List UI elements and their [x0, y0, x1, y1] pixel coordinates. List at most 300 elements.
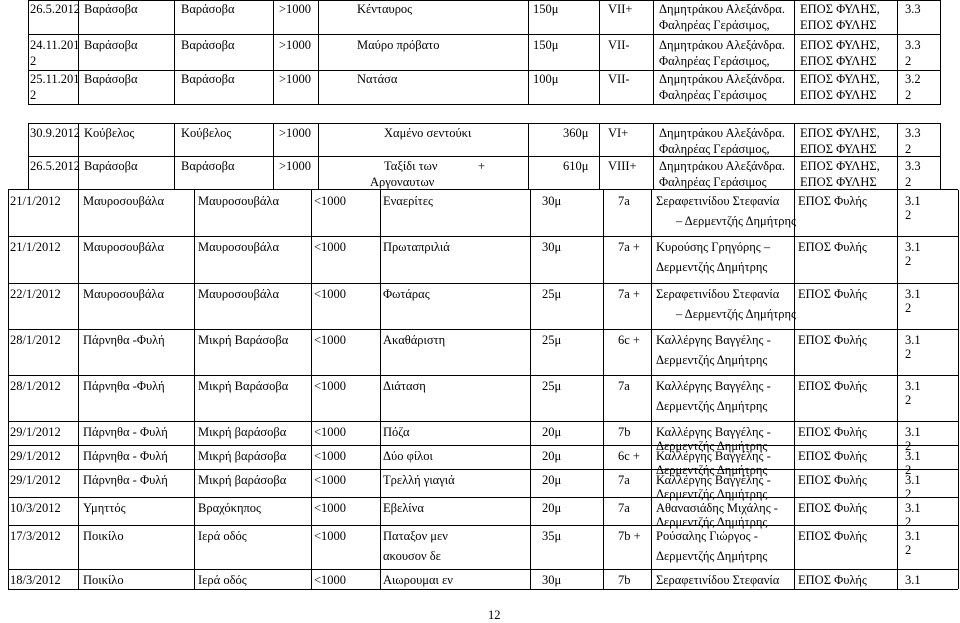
- altitude-cell: <1000: [314, 473, 347, 487]
- table-rule: [8, 375, 958, 376]
- altitude-cell: <1000: [314, 449, 347, 463]
- score-cell: 2: [905, 88, 912, 102]
- table-column-rule: [603, 445, 604, 469]
- sector-cell: Μικρή Βαράσοβα: [198, 379, 289, 393]
- grade-cell: VIII+: [608, 159, 637, 173]
- table-column-rule: [194, 525, 195, 569]
- route-cell: Χαμένο σεντούκι: [384, 126, 472, 140]
- score-cell: 2: [905, 463, 912, 477]
- sector-cell: Βραχόκηπος: [198, 501, 261, 515]
- area-cell: Πάρνηθα -Φυλή: [83, 333, 165, 347]
- table-column-rule: [380, 469, 381, 497]
- table-column-rule: [651, 236, 652, 283]
- table-column-rule: [530, 190, 531, 236]
- route-cell: Φωτάρας: [383, 287, 430, 301]
- area-cell: Πάρνηθα - Φυλή: [83, 449, 168, 463]
- club-cell: ΕΠΟΣ ΦΥΛΗΣ: [800, 88, 877, 102]
- table-column-rule: [311, 525, 312, 569]
- club-cell: ΕΠΟΣ Φυλής: [798, 449, 867, 463]
- table-column-rule: [653, 123, 654, 189]
- climbers-cell: Δημητράκου Αλεξάνδρα.: [659, 159, 785, 173]
- table-column-rule: [940, 0, 941, 104]
- route-cell: ακουσον δε: [383, 549, 441, 563]
- sector-cell: Μικρή βαράσοβα: [198, 473, 287, 487]
- sector-cell: Βαράσοβα: [181, 159, 235, 173]
- length-cell: 35μ: [542, 529, 562, 543]
- table-column-rule: [78, 469, 79, 497]
- table-column-rule: [380, 569, 381, 589]
- table-column-rule: [311, 283, 312, 329]
- table-column-rule: [8, 375, 9, 421]
- date-cell: 29/1/2012: [10, 425, 61, 439]
- score-cell: 3.1: [905, 473, 921, 487]
- table-column-rule: [897, 569, 898, 589]
- table-column-rule: [794, 469, 795, 497]
- table-column-rule: [897, 469, 898, 497]
- table-column-rule: [651, 445, 652, 469]
- table-column-rule: [958, 469, 959, 497]
- score-cell: 3.3: [905, 2, 921, 16]
- table-rule: [8, 445, 958, 446]
- table-column-rule: [530, 283, 531, 329]
- table-column-rule: [603, 283, 604, 329]
- date-cell: 17/3/2012: [10, 529, 61, 543]
- club-cell: ΕΠΟΣ Φυλής: [798, 425, 867, 439]
- table-column-rule: [311, 375, 312, 421]
- altitude-cell: <1000: [314, 573, 347, 587]
- table-column-rule: [958, 445, 959, 469]
- table-column-rule: [8, 190, 9, 236]
- area-cell: Ποικίλο: [83, 529, 124, 543]
- area-cell: Μαυροσουβάλα: [83, 240, 165, 254]
- club-cell: ΕΠΟΣ Φυλής: [798, 379, 867, 393]
- altitude-cell: >1000: [279, 159, 312, 173]
- table-column-rule: [530, 569, 531, 589]
- table-column-rule: [530, 445, 531, 469]
- area-cell: Βαράσοβα: [84, 2, 138, 16]
- table-column-rule: [794, 283, 795, 329]
- altitude-cell: <1000: [314, 240, 347, 254]
- climbers-cell: Φαληρέας Γεράσιμος,: [659, 142, 770, 156]
- date-cell: 28/1/2012: [10, 333, 61, 347]
- table-column-rule: [603, 375, 604, 421]
- score-cell: 2: [905, 515, 912, 529]
- table-column-rule: [599, 0, 600, 104]
- altitude-cell: <1000: [314, 379, 347, 393]
- score-cell: 3.1: [905, 379, 921, 393]
- score-cell: 2: [905, 254, 912, 268]
- table-column-rule: [528, 123, 529, 189]
- table-column-rule: [194, 421, 195, 445]
- table-column-rule: [174, 123, 175, 189]
- length-cell: 20μ: [542, 425, 562, 439]
- climbers-cell: Δερμεντζής Δημήτρης: [656, 515, 768, 529]
- area-cell: Υμηττός: [83, 501, 126, 515]
- table-column-rule: [78, 190, 79, 236]
- club-cell: ΕΠΟΣ ΦΥΛΗΣ: [800, 175, 877, 189]
- climbers-cell: Φαληρέας Γεράσιμος,: [659, 54, 770, 68]
- score-cell: 3.2: [905, 72, 921, 86]
- grade-cell: 7a: [618, 501, 630, 515]
- table-rule: [28, 0, 941, 1]
- table-column-rule: [311, 421, 312, 445]
- date-cell: 24.11.201: [30, 38, 80, 52]
- length-cell: 150μ: [533, 38, 559, 52]
- table-column-rule: [380, 525, 381, 569]
- route-cell: Μαύρο πρόβατο: [357, 38, 440, 52]
- table-column-rule: [318, 0, 319, 104]
- table-column-rule: [8, 525, 9, 569]
- table-column-rule: [194, 375, 195, 421]
- score-cell: 3.1: [905, 449, 921, 463]
- table-column-rule: [530, 421, 531, 445]
- table-column-rule: [603, 569, 604, 589]
- table-column-rule: [528, 0, 529, 104]
- altitude-cell: >1000: [279, 38, 312, 52]
- grade-cell: 7a +: [618, 240, 640, 254]
- climbers-cell: Φαληρέας Γεράσιμος: [659, 88, 767, 102]
- table-column-rule: [311, 497, 312, 525]
- table-column-rule: [8, 569, 9, 589]
- score-cell: 3.3: [905, 38, 921, 52]
- table-column-rule: [28, 0, 29, 104]
- score-cell: 3.3: [905, 159, 921, 173]
- area-cell: Βαράσοβα: [84, 38, 138, 52]
- table-column-rule: [603, 236, 604, 283]
- route-cell: Πόζα: [383, 425, 410, 439]
- club-cell: ΕΠΟΣ Φυλής: [798, 287, 867, 301]
- table-column-rule: [794, 236, 795, 283]
- date-cell: 22/1/2012: [10, 287, 61, 301]
- table-column-rule: [273, 123, 274, 189]
- date-cell: 10/3/2012: [10, 501, 61, 515]
- score-cell: 2: [905, 487, 912, 501]
- score-cell: 3.1: [905, 425, 921, 439]
- climbers-cell: Δερμεντζής Δημήτρης: [656, 399, 768, 413]
- table-column-rule: [794, 421, 795, 445]
- climbers-cell: Σεραφετινίδου Στεφανία: [656, 194, 780, 208]
- route-cell: Πρωταπριλιά: [383, 240, 450, 254]
- table-column-rule: [651, 283, 652, 329]
- club-cell: ΕΠΟΣ ΦΥΛΗΣ,: [800, 126, 880, 140]
- table-column-rule: [958, 497, 959, 525]
- table-column-rule: [958, 190, 959, 236]
- climbers-cell: Δερμεντζής Δημήτρης: [656, 549, 768, 563]
- date-cell: 26.5.2012: [30, 2, 80, 16]
- score-cell: 3.3: [905, 126, 921, 140]
- altitude-cell: <1000: [314, 194, 347, 208]
- climbers-cell: Σεραφετινίδου Στεφανία: [656, 573, 780, 587]
- table-column-rule: [194, 236, 195, 283]
- area-cell: Βαράσοβα: [84, 159, 138, 173]
- score-cell: 3.1: [905, 194, 921, 208]
- climbers-cell: Δημητράκου Αλεξάνδρα.: [659, 2, 785, 16]
- score-cell: 2: [905, 142, 912, 156]
- length-cell: 610μ: [563, 159, 589, 173]
- table-column-rule: [897, 190, 898, 236]
- club-cell: ΕΠΟΣ Φυλής: [798, 501, 867, 515]
- table-column-rule: [78, 569, 79, 589]
- score-cell: 2: [905, 393, 912, 407]
- date-cell: 30.9.2012: [30, 126, 80, 140]
- grade-cell: 7a: [618, 379, 630, 393]
- area-cell: Ποικίλο: [83, 573, 124, 587]
- grade-cell: 6c +: [618, 449, 640, 463]
- table-column-rule: [958, 569, 959, 589]
- climbers-cell: Καλλέργης Βαγγέλης -: [656, 425, 771, 439]
- table-rule: [28, 123, 941, 124]
- date-cell: 21/1/2012: [10, 240, 61, 254]
- table-column-rule: [603, 469, 604, 497]
- table-column-rule: [958, 329, 959, 375]
- table-column-rule: [897, 445, 898, 469]
- table-column-rule: [958, 525, 959, 569]
- route-cell: Αργοναυτων: [370, 175, 435, 189]
- table-column-rule: [794, 525, 795, 569]
- sector-cell: Μαυροσουβάλα: [198, 240, 280, 254]
- table-column-rule: [8, 236, 9, 283]
- length-cell: 30μ: [542, 194, 562, 208]
- table-column-rule: [958, 283, 959, 329]
- table-column-rule: [380, 283, 381, 329]
- area-cell: Πάρνηθα - Φυλή: [83, 473, 168, 487]
- length-cell: 20μ: [542, 449, 562, 463]
- table-column-rule: [603, 497, 604, 525]
- sector-cell: Βαράσοβα: [181, 2, 235, 16]
- table-column-rule: [940, 123, 941, 189]
- route-cell: Εναερίτες: [383, 194, 433, 208]
- table-column-rule: [603, 329, 604, 375]
- table-rule: [8, 236, 958, 237]
- table-column-rule: [8, 329, 9, 375]
- climbers-cell: Δημητράκου Αλεξάνδρα.: [659, 38, 785, 52]
- club-cell: ΕΠΟΣ Φυλής: [798, 194, 867, 208]
- table-column-rule: [603, 421, 604, 445]
- climbers-cell: Ρούσαλης Γιώργος -: [656, 529, 758, 543]
- grade-cell: 7b +: [618, 529, 641, 543]
- table-column-rule: [194, 283, 195, 329]
- table-rule: [8, 589, 958, 590]
- table-column-rule: [530, 236, 531, 283]
- climbers-cell: Φαληρέας Γεράσιμος: [659, 175, 767, 189]
- club-cell: ΕΠΟΣ Φυλής: [798, 573, 867, 587]
- table-column-rule: [194, 190, 195, 236]
- grade-cell: 7a: [618, 473, 630, 487]
- sector-cell: Ιερά οδός: [198, 573, 247, 587]
- route-cell: Κένταυρος: [357, 2, 413, 16]
- table-column-rule: [380, 190, 381, 236]
- score-cell: 2: [905, 175, 912, 189]
- table-column-rule: [530, 525, 531, 569]
- table-column-rule: [958, 421, 959, 445]
- climbers-cell: – Δερμεντζής Δημήτρης: [676, 214, 797, 228]
- table-column-rule: [311, 569, 312, 589]
- table-column-rule: [897, 0, 898, 104]
- sector-cell: Ιερά οδός: [198, 529, 247, 543]
- date-cell: 26.5.2012: [30, 159, 80, 173]
- table-column-rule: [794, 375, 795, 421]
- grade-cell: VII-: [608, 38, 630, 52]
- climbers-cell: Αθανασιάδης Μιχάλης -: [656, 501, 778, 515]
- score-cell: 2: [905, 301, 912, 315]
- area-cell: Μαυροσουβάλα: [83, 194, 165, 208]
- altitude-cell: <1000: [314, 333, 347, 347]
- table-column-rule: [794, 190, 795, 236]
- climbers-cell: Δημητράκου Αλεξάνδρα.: [659, 72, 785, 86]
- length-cell: 100μ: [533, 72, 559, 86]
- table-rule: [8, 421, 958, 422]
- score-cell: 2: [905, 439, 912, 453]
- table-column-rule: [311, 445, 312, 469]
- club-cell: ΕΠΟΣ Φυλής: [798, 240, 867, 254]
- table-column-rule: [897, 123, 898, 189]
- route-cell: Αιωρουμαι εν: [383, 573, 453, 587]
- club-cell: ΕΠΟΣ ΦΥΛΗΣ,: [800, 38, 880, 52]
- area-cell: Μαυροσουβάλα: [83, 287, 165, 301]
- score-cell: 2: [905, 543, 912, 557]
- area-cell: Πάρνηθα -Φυλή: [83, 379, 165, 393]
- table-rule: [8, 469, 958, 470]
- table-column-rule: [8, 421, 9, 445]
- table-column-rule: [194, 569, 195, 589]
- score-cell: 2: [905, 347, 912, 361]
- club-cell: ΕΠΟΣ ΦΥΛΗΣ,: [800, 72, 880, 86]
- table-column-rule: [174, 0, 175, 104]
- altitude-cell: <1000: [314, 529, 347, 543]
- score-cell: 3.1: [905, 501, 921, 515]
- date-cell: 28/1/2012: [10, 379, 61, 393]
- route-cell: Παταξον μεν: [383, 529, 448, 543]
- table-column-rule: [651, 421, 652, 445]
- date-cell: 2: [30, 54, 37, 68]
- sector-cell: Μικρή βαράσοβα: [198, 425, 287, 439]
- table-column-rule: [78, 329, 79, 375]
- club-cell: ΕΠΟΣ ΦΥΛΗΣ: [800, 18, 877, 32]
- climbers-cell: Δερμεντζής Δημήτρης: [656, 260, 768, 274]
- club-cell: ΕΠΟΣ ΦΥΛΗΣ,: [800, 159, 880, 173]
- grade-cell: 7b: [618, 425, 631, 439]
- date-cell: 25.11.201: [30, 72, 80, 86]
- table-column-rule: [194, 497, 195, 525]
- date-cell: 29/1/2012: [10, 473, 61, 487]
- table-column-rule: [603, 525, 604, 569]
- climbers-cell: Καλλέργης Βαγγέλης -: [656, 379, 771, 393]
- table-column-rule: [651, 469, 652, 497]
- climbers-cell: Καλλέργης Βαγγέλης -: [656, 333, 771, 347]
- climbers-cell: Δερμεντζής Δημήτρης: [656, 439, 768, 453]
- table-column-rule: [311, 236, 312, 283]
- table-column-rule: [380, 236, 381, 283]
- table-column-rule: [380, 497, 381, 525]
- table-rule: [8, 283, 958, 284]
- table-column-rule: [651, 525, 652, 569]
- table-column-rule: [194, 329, 195, 375]
- altitude-cell: >1000: [279, 2, 312, 16]
- climbers-cell: Δερμεντζής Δημήτρης: [656, 353, 768, 367]
- table-column-rule: [530, 375, 531, 421]
- table-rule: [28, 34, 941, 35]
- table-rule: [8, 329, 958, 330]
- table-column-rule: [794, 497, 795, 525]
- area-cell: Βαράσοβα: [84, 72, 138, 86]
- score-cell: 3.1: [905, 333, 921, 347]
- length-cell: 20μ: [542, 473, 562, 487]
- table-column-rule: [794, 0, 795, 104]
- table-rule: [8, 525, 958, 526]
- grade-cell: 6c +: [618, 333, 640, 347]
- route-cell: Τρελλή γιαγιά: [383, 473, 455, 487]
- length-cell: 20μ: [542, 501, 562, 515]
- table-column-rule: [311, 469, 312, 497]
- sector-cell: Βαράσοβα: [181, 38, 235, 52]
- table-column-rule: [897, 497, 898, 525]
- table-column-rule: [897, 329, 898, 375]
- table-column-rule: [78, 236, 79, 283]
- altitude-cell: <1000: [314, 425, 347, 439]
- table-column-rule: [897, 375, 898, 421]
- sector-cell: Μαυροσουβάλα: [198, 194, 280, 208]
- climbers-cell: Δερμεντζής Δημήτρης: [656, 463, 768, 477]
- climbers-cell: Σεραφετινίδου Στεφανία: [656, 287, 780, 301]
- table-column-rule: [794, 329, 795, 375]
- grade-cell: 7a: [618, 194, 630, 208]
- route-cell: Ταξίδι των: [384, 159, 438, 173]
- area-cell: Πάρνηθα - Φυλή: [83, 425, 168, 439]
- table-column-rule: [958, 236, 959, 283]
- club-cell: ΕΠΟΣ ΦΥΛΗΣ: [800, 54, 877, 68]
- table-column-rule: [8, 445, 9, 469]
- table-column-rule: [651, 569, 652, 589]
- table-column-rule: [380, 421, 381, 445]
- grade-cell: VI+: [608, 126, 629, 140]
- table-column-rule: [78, 421, 79, 445]
- club-cell: ΕΠΟΣ ΦΥΛΗΣ,: [800, 2, 880, 16]
- route-cell: Εβελίνα: [383, 501, 424, 515]
- route-cell: Δύο φίλοι: [383, 449, 433, 463]
- score-cell: 2: [905, 208, 912, 222]
- table-column-rule: [794, 445, 795, 469]
- table-column-rule: [897, 283, 898, 329]
- table-column-rule: [651, 375, 652, 421]
- table-column-rule: [311, 190, 312, 236]
- sector-cell: Κούβελος: [181, 126, 232, 140]
- length-cell: 360μ: [563, 126, 589, 140]
- score-cell: 3.1: [905, 573, 921, 587]
- altitude-cell: >1000: [279, 126, 312, 140]
- grade-cell: VII+: [608, 2, 633, 16]
- table-column-rule: [897, 525, 898, 569]
- table-column-rule: [380, 375, 381, 421]
- table-column-rule: [530, 329, 531, 375]
- climbers-cell: Δημητράκου Αλεξάνδρα.: [659, 126, 785, 140]
- table-column-rule: [78, 283, 79, 329]
- table-column-rule: [273, 0, 274, 104]
- club-cell: ΕΠΟΣ Φυλής: [798, 529, 867, 543]
- sector-cell: Μικρή Βαράσοβα: [198, 333, 289, 347]
- table-column-rule: [194, 469, 195, 497]
- table-column-rule: [530, 497, 531, 525]
- altitude-cell: <1000: [314, 501, 347, 515]
- length-cell: 150μ: [533, 2, 559, 16]
- table-column-rule: [794, 569, 795, 589]
- club-cell: ΕΠΟΣ Φυλής: [798, 473, 867, 487]
- table-column-rule: [8, 469, 9, 497]
- table-column-rule: [78, 445, 79, 469]
- page-number: 12: [488, 608, 501, 622]
- length-cell: 30μ: [542, 240, 562, 254]
- table-column-rule: [653, 0, 654, 104]
- plus-cell: +: [478, 159, 486, 173]
